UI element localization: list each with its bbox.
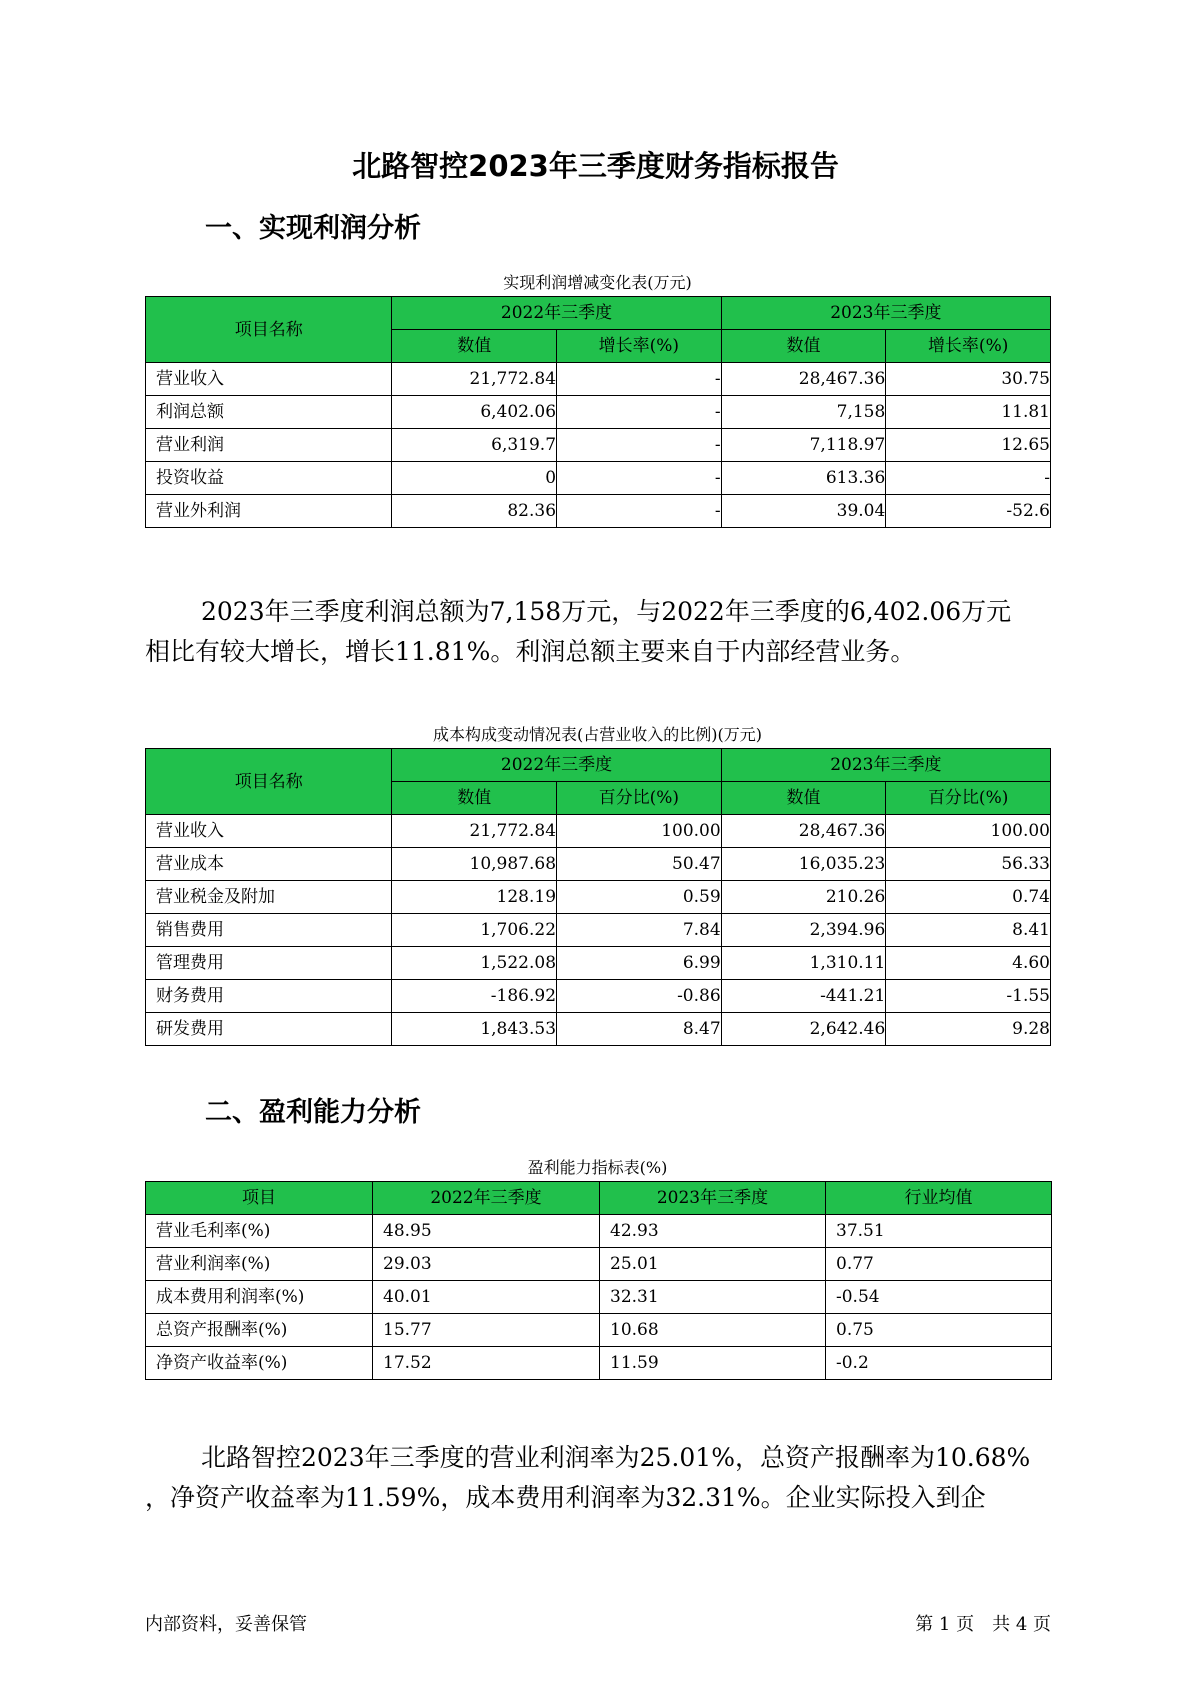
cell-industry-avg: 0.75 (826, 1314, 1052, 1347)
cell-growth: - (557, 396, 722, 429)
row-label: 营业税金及附加 (146, 881, 392, 914)
cell-growth: - (557, 462, 722, 495)
cell-percent: -0.86 (557, 980, 722, 1013)
cell-growth: - (557, 363, 722, 396)
cell-2023: 10.68 (600, 1314, 826, 1347)
table-row (146, 462, 1051, 495)
row-label: 营业成本 (146, 848, 392, 881)
cell-2023: 32.31 (600, 1281, 826, 1314)
column-header-industry-avg: 行业均值 (826, 1182, 1052, 1215)
cell-growth: - (886, 462, 1051, 495)
row-label: 管理费用 (146, 947, 392, 980)
cell-2023: 25.01 (600, 1248, 826, 1281)
cell-industry-avg: -0.2 (826, 1347, 1052, 1380)
cell-percent: 100.00 (886, 815, 1051, 848)
row-label: 营业收入 (146, 815, 392, 848)
footer-page-number: 第 1 页 共 4 页 (915, 1614, 1051, 1635)
cell-industry-avg: -0.54 (826, 1281, 1052, 1314)
table-row (146, 1215, 1052, 1248)
cell-value: 1,522.08 (392, 947, 557, 980)
table-row (146, 396, 1051, 429)
column-header-value: 数值 (392, 782, 557, 815)
cell-industry-avg: 37.51 (826, 1215, 1052, 1248)
cell-growth: 11.81 (886, 396, 1051, 429)
cell-value: 613.36 (721, 462, 886, 495)
column-header-value: 数值 (721, 330, 886, 363)
cell-value: 21,772.84 (392, 363, 557, 396)
cell-value: 128.19 (392, 881, 557, 914)
cell-industry-avg: 0.77 (826, 1248, 1052, 1281)
cell-2022: 17.52 (373, 1347, 600, 1380)
cell-value: 7,118.97 (721, 429, 886, 462)
section-heading-profitability: 二、盈利能力分析 (205, 1097, 421, 1128)
page-title: 北路智控2023年三季度财务指标报告 (352, 149, 839, 183)
column-header-2023: 2023年三季度 (600, 1182, 826, 1215)
table-header-row (146, 297, 1051, 330)
cell-value: 1,706.22 (392, 914, 557, 947)
row-label: 利润总额 (146, 396, 392, 429)
cell-value: 0 (392, 462, 557, 495)
cell-percent: 100.00 (557, 815, 722, 848)
cell-percent: 56.33 (886, 848, 1051, 881)
cell-growth: - (557, 429, 722, 462)
column-header-percent: 百分比(%) (886, 782, 1051, 815)
profit-change-table (145, 296, 1051, 528)
cell-percent: 8.41 (886, 914, 1051, 947)
cell-value: 6,319.7 (392, 429, 557, 462)
cell-percent: 0.59 (557, 881, 722, 914)
cell-percent: -1.55 (886, 980, 1051, 1013)
paragraph-line: 相比有较大增长，增长11.81%。利润总额主要来自于内部经营业务。 (145, 637, 916, 666)
row-label: 投资收益 (146, 462, 392, 495)
row-label: 销售费用 (146, 914, 392, 947)
column-group-2022: 2022年三季度 (392, 749, 721, 782)
table-row (146, 429, 1051, 462)
row-label: 营业利润 (146, 429, 392, 462)
column-header-growth: 增长率(%) (886, 330, 1051, 363)
table-row (146, 1013, 1051, 1046)
cell-growth: 30.75 (886, 363, 1051, 396)
table-row (146, 1248, 1052, 1281)
column-header-2022: 2022年三季度 (373, 1182, 600, 1215)
cell-2022: 48.95 (373, 1215, 600, 1248)
paragraph-line: 2023年三季度利润总额为7,158万元，与2022年三季度的6,402.06万元 (201, 597, 1012, 626)
row-label: 成本费用利润率(%) (146, 1281, 373, 1314)
cell-2022: 15.77 (373, 1314, 600, 1347)
cell-percent: 50.47 (557, 848, 722, 881)
row-label: 营业毛利率(%) (146, 1215, 373, 1248)
profitability-summary-paragraph (145, 1438, 1075, 1518)
column-header-item: 项目名称 (146, 749, 392, 815)
cell-value: 16,035.23 (721, 848, 886, 881)
row-label: 研发费用 (146, 1013, 392, 1046)
table-row (146, 1281, 1052, 1314)
cell-value: -186.92 (392, 980, 557, 1013)
row-label: 营业利润率(%) (146, 1248, 373, 1281)
cell-value: 28,467.36 (721, 815, 886, 848)
profit-summary-paragraph (145, 592, 1075, 672)
row-label: 总资产报酬率(%) (146, 1314, 373, 1347)
cell-value: 1,310.11 (721, 947, 886, 980)
table-row (146, 980, 1051, 1013)
table-row (146, 1347, 1052, 1380)
cell-value: 28,467.36 (721, 363, 886, 396)
cell-value: 2,642.46 (721, 1013, 886, 1046)
cell-percent: 4.60 (886, 947, 1051, 980)
table-row (146, 914, 1051, 947)
cell-value: 82.36 (392, 495, 557, 528)
row-label: 营业收入 (146, 363, 392, 396)
footer-confidential-note: 内部资料，妥善保管 (145, 1614, 307, 1635)
row-label: 财务费用 (146, 980, 392, 1013)
column-header-value: 数值 (392, 330, 557, 363)
cell-growth: 12.65 (886, 429, 1051, 462)
table-row (146, 495, 1051, 528)
table-row (146, 947, 1051, 980)
table-row (146, 363, 1051, 396)
cell-value: 7,158 (721, 396, 886, 429)
column-group-2023: 2023年三季度 (721, 749, 1050, 782)
column-header-growth: 增长率(%) (557, 330, 722, 363)
cell-2022: 29.03 (373, 1248, 600, 1281)
paragraph-line: ，净资产收益率为11.59%，成本费用利润率为32.31%。企业实际投入到企 (145, 1483, 986, 1512)
cell-value: 39.04 (721, 495, 886, 528)
cell-percent: 0.74 (886, 881, 1051, 914)
profitability-table (145, 1181, 1052, 1380)
cell-growth: - (557, 495, 722, 528)
cell-percent: 9.28 (886, 1013, 1051, 1046)
column-group-2023: 2023年三季度 (721, 297, 1050, 330)
cell-percent: 6.99 (557, 947, 722, 980)
column-header-item: 项目 (146, 1182, 373, 1215)
cell-value: -441.21 (721, 980, 886, 1013)
cell-value: 210.26 (721, 881, 886, 914)
table-caption-cost: 成本构成变动情况表(占营业收入的比例)(万元) (433, 725, 762, 744)
cell-value: 10,987.68 (392, 848, 557, 881)
column-header-value: 数值 (721, 782, 886, 815)
table-caption-profit: 实现利润增减变化表(万元) (503, 273, 692, 292)
cell-percent: 8.47 (557, 1013, 722, 1046)
table-row (146, 815, 1051, 848)
cost-structure-table (145, 748, 1051, 1046)
cell-2023: 11.59 (600, 1347, 826, 1380)
table-row (146, 881, 1051, 914)
section-heading-profit: 一、实现利润分析 (205, 213, 421, 244)
cell-value: 21,772.84 (392, 815, 557, 848)
table-row (146, 848, 1051, 881)
cell-growth: -52.6 (886, 495, 1051, 528)
cell-2022: 40.01 (373, 1281, 600, 1314)
cell-value: 2,394.96 (721, 914, 886, 947)
cell-2023: 42.93 (600, 1215, 826, 1248)
row-label: 营业外利润 (146, 495, 392, 528)
cell-value: 1,843.53 (392, 1013, 557, 1046)
table-caption-profitability: 盈利能力指标表(%) (527, 1158, 668, 1177)
column-group-2022: 2022年三季度 (392, 297, 721, 330)
column-header-percent: 百分比(%) (557, 782, 722, 815)
paragraph-line: 北路智控2023年三季度的营业利润率为25.01%，总资产报酬率为10.68% (201, 1443, 1031, 1472)
cell-percent: 7.84 (557, 914, 722, 947)
table-row (146, 1314, 1052, 1347)
cell-value: 6,402.06 (392, 396, 557, 429)
table-header-row (146, 1182, 1052, 1215)
row-label: 净资产收益率(%) (146, 1347, 373, 1380)
column-header-item: 项目名称 (146, 297, 392, 363)
table-header-row (146, 749, 1051, 782)
